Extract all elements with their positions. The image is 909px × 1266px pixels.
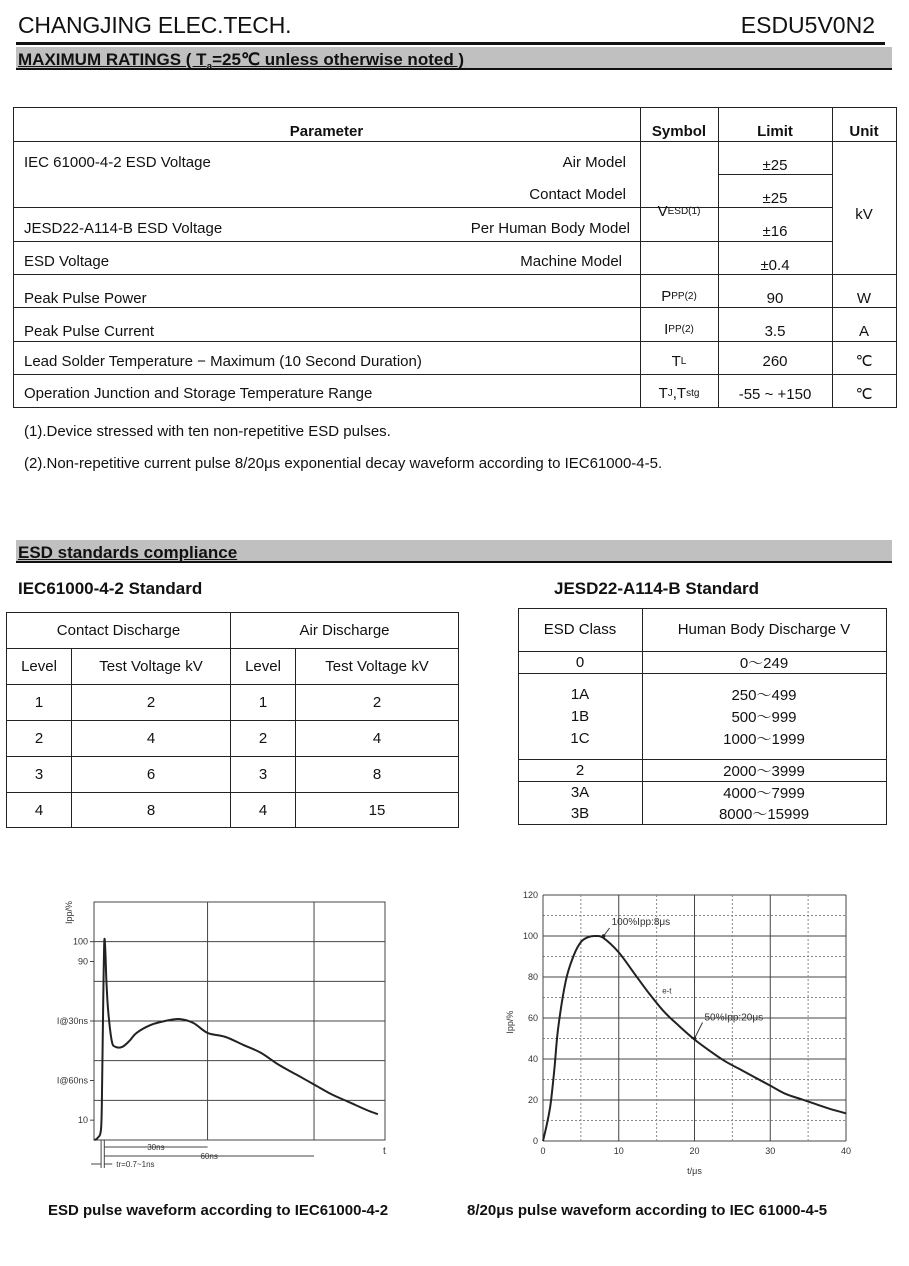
x-axis-label: t/μs — [687, 1166, 702, 1176]
annotation-label: 50%Ipp:20μs — [704, 1012, 764, 1024]
cell: 4 — [231, 793, 296, 828]
chart1-caption: ESD pulse waveform according to IEC61000-4-2 — [48, 1202, 389, 1219]
annotation-point — [602, 934, 606, 938]
row-limit: -55 ~ +150 — [738, 385, 812, 403]
annotation-leader — [695, 1023, 703, 1039]
row-unit: ℃ — [855, 353, 873, 370]
footnote-1: (1).Device stressed with ten non-repetitive ESD pulses. — [24, 423, 391, 440]
cell: 4 — [7, 793, 72, 828]
group-header: Air Discharge — [231, 613, 459, 649]
cell: 4 — [72, 721, 231, 757]
col-esd-class: ESD Class — [543, 621, 617, 638]
sub-header: Test Voltage kV — [72, 649, 231, 685]
row-symbol: T L — [671, 352, 687, 370]
col-unit: Unit — [849, 122, 879, 140]
esd-class: 0 — [575, 654, 585, 671]
table-row — [7, 721, 459, 757]
col-hbm-voltage: Human Body Discharge V — [677, 621, 851, 638]
cell: 2 — [7, 721, 72, 757]
esd-symbol: V ESD (1) — [657, 202, 701, 220]
esd-class: 1A — [570, 686, 590, 703]
esd-class: 3B — [570, 805, 590, 822]
dim-60ns-label: 60ns — [200, 1152, 218, 1161]
esd-class: 2 — [575, 762, 585, 779]
jesd-standard-title: JESD22-A114-B Standard — [554, 579, 760, 598]
hbm-range: 1000～1999 — [723, 731, 805, 748]
esd-model: Machine Model — [520, 252, 622, 270]
y-tick-label: 100 — [522, 931, 538, 941]
table-row — [7, 793, 459, 828]
annotation-label: 100%Ipp:8μs — [611, 917, 671, 928]
hbm-range: 4000～7999 — [723, 785, 805, 802]
y-tick-label: 100 — [72, 936, 88, 947]
y-tick-label: 60 — [527, 1013, 538, 1023]
col-limit: Limit — [757, 122, 793, 140]
row-symbol: T J ,T stg — [658, 384, 700, 402]
cell: 1 — [7, 685, 72, 721]
esd-pulse-chart — [0, 880, 450, 1180]
hbm-range: 8000～15999 — [718, 806, 810, 823]
part-number: ESDU5V0N2 — [740, 12, 875, 38]
col-parameter: Parameter — [289, 122, 364, 140]
x-tick-label: 10 — [613, 1146, 624, 1156]
row-unit: ℃ — [855, 386, 873, 403]
cell: 15 — [296, 793, 459, 828]
esd-limit: ±0.4 — [760, 256, 790, 274]
esd-class: 3A — [570, 784, 590, 801]
row-symbol: I PP (2) — [664, 320, 694, 338]
cell: 2 — [72, 685, 231, 721]
annotation-point — [693, 1037, 697, 1041]
iec-table — [6, 612, 459, 828]
cell: 4 — [296, 721, 459, 757]
hbm-range: 500～999 — [731, 709, 797, 726]
y-tick-label: I@30ns — [56, 1016, 88, 1026]
hbm-range: 250～499 — [731, 687, 797, 704]
x-tick-label: 30 — [765, 1146, 776, 1156]
header-rule — [16, 42, 885, 45]
esd-class: 1B — [570, 708, 590, 725]
esd-model: Air Model — [562, 153, 626, 171]
cell: 6 — [72, 757, 231, 793]
group-header: Contact Discharge — [7, 613, 231, 649]
row-unit: W — [856, 289, 872, 307]
esd-param: JESD22-A114-B ESD Voltage — [24, 219, 223, 237]
y-axis-label: Ipp/% — [64, 900, 74, 924]
iec-standard-title: IEC61000-4-2 Standard — [18, 579, 203, 598]
esd-model: Contact Model — [529, 185, 626, 203]
esd-limit: ±16 — [762, 222, 788, 240]
y-tick-label: 0 — [532, 1136, 538, 1146]
hbm-range: 2000～3999 — [723, 763, 805, 780]
x-tick-label: 40 — [840, 1146, 852, 1156]
row-limit: 90 — [766, 289, 784, 307]
esd-compliance-title: ESD standards compliance — [18, 543, 238, 562]
x-axis-label: t — [383, 1146, 386, 1157]
esd-param: IEC 61000-4-2 ESD Voltage — [24, 153, 211, 171]
y-tick-label: 80 — [527, 972, 538, 982]
esd-unit: kV — [855, 205, 873, 223]
row-param: Peak Pulse Power — [24, 289, 147, 307]
row-symbol: P PP (2) — [661, 287, 697, 305]
y-tick-label: 90 — [77, 956, 88, 967]
chart2-caption: 8/20μs pulse waveform according to IEC 61000-4-5 — [467, 1202, 828, 1219]
dim-tr-label: tr=0.7~1ns — [116, 1160, 155, 1169]
cell: 3 — [7, 757, 72, 793]
esd-waveform-line — [94, 939, 378, 1140]
annotation-label: e-t — [662, 986, 672, 996]
y-axis-label: Ipp/% — [505, 1010, 515, 1034]
cell: 3 — [231, 757, 296, 793]
esd-limit: ±25 — [762, 156, 788, 174]
row-param: Lead Solder Temperature − Maximum (10 Second Duration) — [24, 352, 422, 370]
row-param: Peak Pulse Current — [24, 322, 155, 340]
sub-header: Level — [7, 649, 72, 685]
y-tick-label: 40 — [527, 1054, 538, 1064]
y-tick-label: 120 — [522, 890, 538, 900]
dim-30ns-label: 30ns — [147, 1143, 165, 1152]
y-tick-label: I@60ns — [56, 1075, 88, 1086]
y-tick-label: 20 — [527, 1095, 538, 1105]
cell: 8 — [296, 757, 459, 793]
row-limit: 260 — [762, 352, 788, 370]
table-row — [7, 757, 459, 793]
esd-model: Per Human Body Model — [470, 219, 630, 237]
company-name: CHANGJING ELEC.TECH. — [18, 12, 292, 38]
x-tick-label: 0 — [540, 1146, 546, 1156]
sub-header: Level — [231, 649, 296, 685]
y-tick-label: 10 — [77, 1115, 88, 1126]
surge-pulse-chart — [490, 880, 870, 1180]
sub-header: Test Voltage kV — [296, 649, 459, 685]
footnote-2: (2).Non-repetitive current pulse 8/20μs exponential decay waveform according to IEC61000-4-5. — [24, 455, 663, 472]
row-unit: A — [858, 322, 869, 340]
table-row — [7, 685, 459, 721]
row-limit: 3.5 — [764, 322, 786, 340]
cell: 2 — [296, 685, 459, 721]
esd-param: ESD Voltage — [24, 252, 110, 270]
row-param: Operation Junction and Storage Temperature Range — [24, 384, 373, 402]
max-ratings-title: MAXIMUM RATINGS ( $T_a=25℃$ unless otherwise noted ) — [18, 50, 465, 73]
esd-limit: ±25 — [762, 189, 788, 207]
cell: 1 — [231, 685, 296, 721]
cell: 8 — [72, 793, 231, 828]
cell: 2 — [231, 721, 296, 757]
esd-class: 1C — [570, 730, 590, 747]
x-tick-label: 20 — [689, 1146, 700, 1156]
col-symbol: Symbol — [651, 122, 707, 140]
hbm-range: 0～249 — [739, 655, 789, 672]
